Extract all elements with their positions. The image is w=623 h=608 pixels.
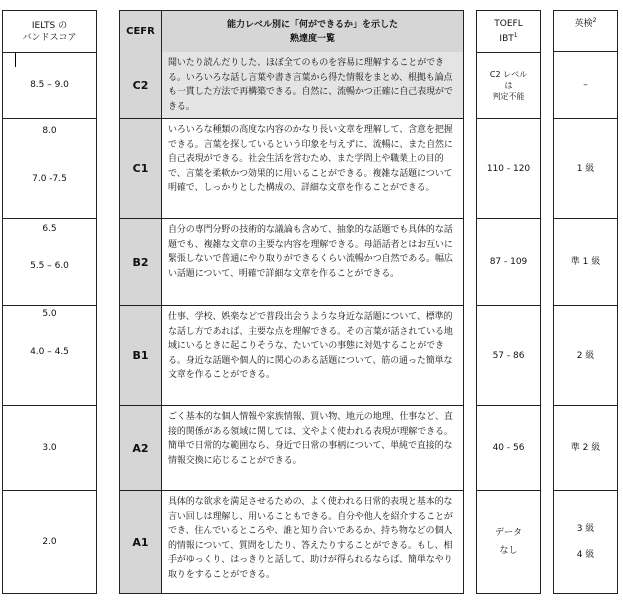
eiken-row xyxy=(554,306,617,406)
cefr-header xyxy=(120,11,463,53)
ielts-score-bottom: 5.5 – 6.0 xyxy=(30,261,69,271)
cefr-description: ごく基本的な個人情報や家族情報、買い物、地元の地理、仕事など、直接的関係がある領域に関しては、文やよく使われる表現が理解できる。簡単で日常的な範囲なら、身近で日常の事柄について、単純で直接的な情報交換に応じることができる。 xyxy=(168,412,453,466)
ielts-header-line2: バンドスコア xyxy=(22,32,77,43)
eiken-row xyxy=(554,491,617,593)
ielts-score: 3.0 xyxy=(42,443,57,453)
toefl-header xyxy=(477,11,540,53)
toefl-score: 110 - 120 xyxy=(486,163,531,174)
ielts-row xyxy=(3,306,96,406)
toefl-score-line: データ xyxy=(494,528,522,538)
cefr-header-code-label: CEFR xyxy=(126,26,155,37)
toefl-row xyxy=(477,406,540,491)
ielts-row xyxy=(3,491,96,593)
ielts-score-top: 6.5 xyxy=(42,224,57,234)
cefr-level-code: A1 xyxy=(120,491,162,593)
cefr-desc-cell xyxy=(162,119,463,218)
cefr-row-b1 xyxy=(120,306,463,406)
eiken-grade: 3 級 xyxy=(576,524,595,534)
toefl-header-line2-wrap xyxy=(499,30,517,45)
ielts-row xyxy=(3,52,96,119)
eiken-header xyxy=(554,11,617,52)
eiken-grade: 準 1 級 xyxy=(570,257,601,267)
eiken-grade: 4 級 xyxy=(576,550,595,560)
cefr-level-code: C1 xyxy=(120,119,162,218)
cefr-level-code: B1 xyxy=(120,306,162,405)
cefr-level-code: A2 xyxy=(120,406,162,490)
eiken-row xyxy=(554,406,617,491)
toefl-score-line: 判定不能 xyxy=(492,91,525,101)
toefl-footnote-mark: 1 xyxy=(513,32,518,39)
cefr-desc-cell xyxy=(162,306,463,405)
eiken-header-label: 英検 xyxy=(574,19,593,29)
cefr-header-title xyxy=(162,11,463,52)
ielts-score-bottom: 7.0 -7.5 xyxy=(32,174,67,184)
toefl-column xyxy=(476,10,541,594)
cefr-level-code: C2 xyxy=(120,52,162,118)
ielts-row xyxy=(3,406,96,491)
toefl-header-line2: IBT xyxy=(499,34,514,44)
ielts-score-top: 5.0 xyxy=(42,309,57,319)
eiken-row xyxy=(554,119,617,219)
cefr-description: いろいろな種類の高度な内容のかなり長い文章を理解して、含意を把握できる。言葉を探しているという印象を与えずに、流暢に、また自然に自己表現ができる。社会生活を営むため、また学問上や職業上の目的で、言葉を柔軟かつ効果的に用いることができる。複雑な話題について明確で、しっかりとした構成の、詳細な文章を作ることができる。 xyxy=(168,125,453,193)
cefr-desc-cell xyxy=(162,219,463,305)
cefr-row-a1 xyxy=(120,491,463,593)
cefr-row-c1 xyxy=(120,119,463,219)
cefr-description: 具体的な欲求を満足させるための、よく使われる日常的表現と基本的な言い回しは理解し、用いることもできる。自分や他人を紹介することができ、住んでいるところや、誰と知り合いであるか、持ち物などの個人的情報について、質問をしたり、答えたりすることができる。もし、相手がゆっくり、はっきりと話して、助けが得られるならば、簡単なやり取りをすることができる。 xyxy=(168,497,453,580)
eiken-row xyxy=(554,52,617,119)
eiken-footnote-mark: 2 xyxy=(592,17,597,24)
toefl-row xyxy=(477,219,540,306)
ielts-header-line1: IELTS の xyxy=(31,20,68,31)
eiken-row xyxy=(554,219,617,306)
toefl-score: 40 - 56 xyxy=(492,443,525,453)
ielts-column xyxy=(2,10,97,594)
cefr-desc-cell xyxy=(162,406,463,490)
ielts-score: 2.0 xyxy=(42,537,57,547)
toefl-score-line: は xyxy=(504,80,513,90)
ielts-score-bottom: 4.0 – 4.5 xyxy=(30,347,69,357)
toefl-header-line1: TOEFL xyxy=(494,19,523,29)
toefl-row xyxy=(477,119,540,219)
eiken-grade: 2 級 xyxy=(576,350,595,361)
eiken-grade: 1 級 xyxy=(576,163,595,174)
ielts-row xyxy=(3,119,96,219)
cefr-row-b2 xyxy=(120,219,463,306)
cefr-level-code: B2 xyxy=(120,219,162,305)
toefl-row xyxy=(477,491,540,593)
cefr-description: 仕事、学校、娯楽などで普段出会うような身近な話題について、標準的な話し方であれば、主要な点を理解できる。その言葉が話されている地域にいるときに起こりそうな、たいていの事態に対処することができる。身近な話題や個人的に関心のある話題について、筋の通った簡単な文章を作ることができる。 xyxy=(168,312,453,380)
cefr-row-a2 xyxy=(120,406,463,491)
cefr-desc-cell xyxy=(162,491,463,593)
ielts-score: 8.5 – 9.0 xyxy=(30,80,69,90)
eiken-grade: – xyxy=(583,80,588,90)
toefl-score-line: C2 レベル xyxy=(489,69,528,79)
toefl-score: 87 - 109 xyxy=(489,257,528,267)
eiken-grade: 準 2 級 xyxy=(570,443,601,453)
cefr-column xyxy=(119,10,464,594)
cefr-description: 聞いたり読んだりした、ほぼ全てのものを容易に理解することができる。いろいろな話し言葉や書き言葉から得た情報をまとめ、根拠も論点も一貫した方法で再構築できる。自然に、流暢かつ正確に自己表現ができる。 xyxy=(168,58,453,112)
toefl-row xyxy=(477,52,540,119)
cefr-description: 自分の専門分野の技術的な議論も含めて、抽象的な話題でも具体的な話題でも、複雑な文章の主要な内容を理解できる。母語話者とはお互いに緊張しないで普通にやり取りができるくらい流暢かつ自然である。幅広い話題について、明確で詳細な文章を作ることができる。 xyxy=(168,225,453,279)
cefr-header-title-line1: 能力レベル別に「何ができるか」を示した xyxy=(226,19,398,30)
cefr-row-c2 xyxy=(120,52,463,119)
cefr-header-code xyxy=(120,11,162,52)
cefr-desc-cell xyxy=(162,52,463,118)
ielts-row xyxy=(3,219,96,306)
cefr-header-title-line2: 熟達度一覧 xyxy=(289,33,335,44)
ielts-header xyxy=(3,11,96,53)
ielts-score-top: 8.0 xyxy=(42,126,57,136)
toefl-score: 57 - 86 xyxy=(492,350,525,361)
eiken-column xyxy=(553,10,618,594)
toefl-row xyxy=(477,306,540,406)
toefl-score-line: なし xyxy=(499,546,518,556)
